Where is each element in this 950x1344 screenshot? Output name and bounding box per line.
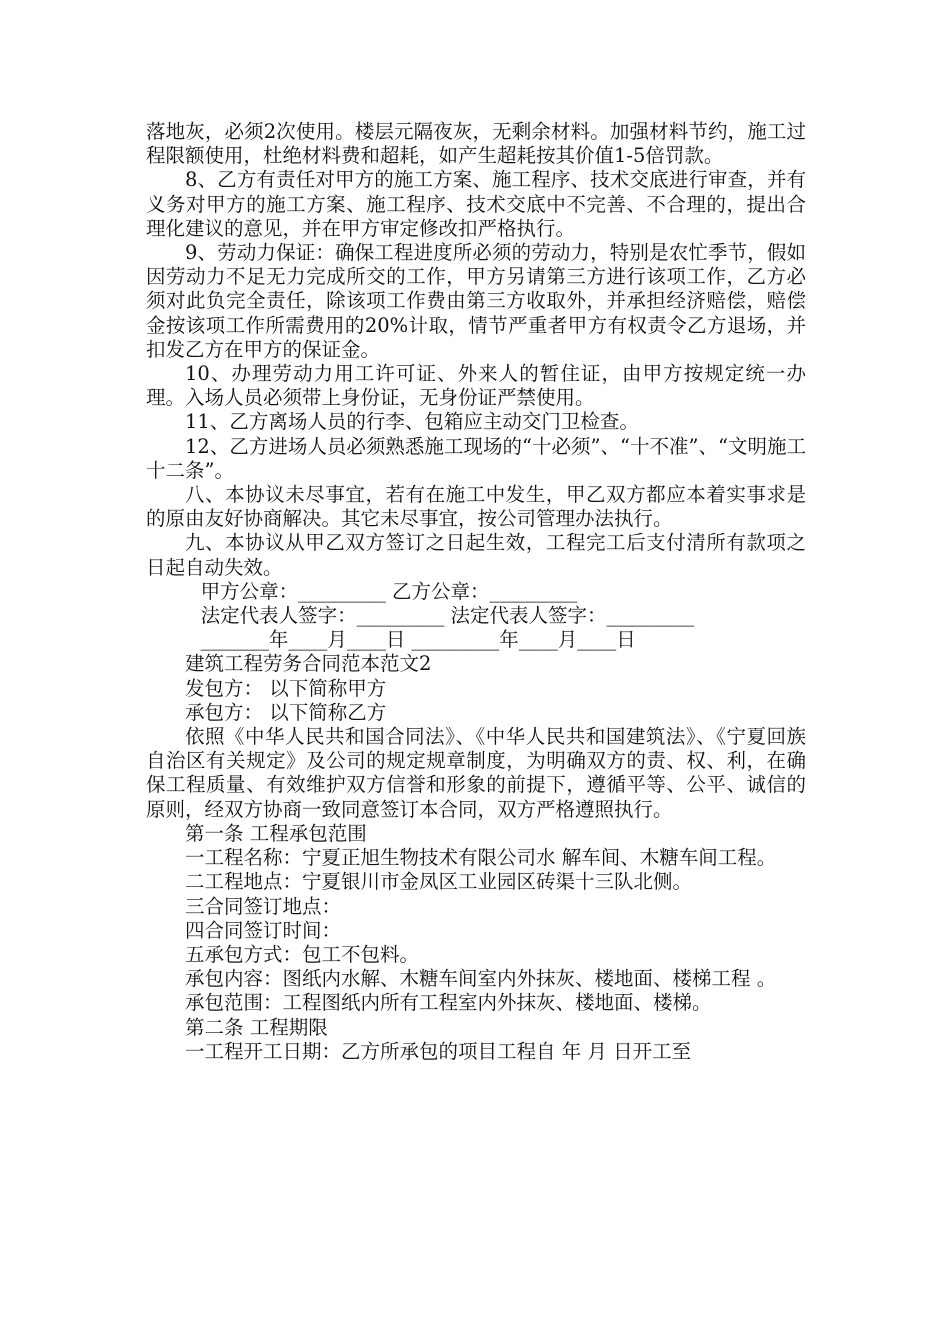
article-2-heading: 第二条 工程期限: [185, 1015, 328, 1039]
signing-location-line: 三合同签订地点：: [185, 894, 342, 918]
paragraph-clause-9: 九、本协议从甲乙双方签订之日起生效，工程完工后支付清所有款项之日起自动失效。: [146, 531, 806, 579]
paragraph-item-10: 10、办理劳动力用工许可证、外来人的暂住证，由甲方按规定统一办理。入场人员必须带上身份证，无身份证严禁使用。: [146, 362, 806, 410]
section-title: 建筑工程劳务合同范本范文2: [185, 652, 432, 676]
signature-seal-line: 甲方公章：_________ 乙方公章：_________: [200, 579, 578, 603]
paragraph-item-8: 8、乙方有责任对甲方的施工方案、施工程序、技术交底进行审查，并有义务对甲方的施工方案、施工程序、技术交底中不完善、不合理的，提出合理化建议的意见，并在甲方审定修改扣严格执行。: [146, 168, 806, 240]
project-location-line: 二工程地点：宁夏银川市金凤区工业园区砖渠十三队北侧。: [185, 870, 693, 894]
preamble-paragraph: 依照《中华人民共和国合同法》、《中华人民共和国建筑法》、《宁夏回族自治区有关规定》及公司的规定规章制度，为明确双方的责、权、利，在确保工程质量、有效维护双方信誉和形象的前提下，遵循平等、公平、诚信的原则，经双方协商一致同意签订本合同，双方严格遵照执行。: [146, 725, 806, 821]
employer-line: 发包方： 以下简称甲方: [185, 676, 387, 700]
contract-content-line: 承包内容：图纸内水解、木糖车间室内外抹灰、楼地面、楼梯工程 。: [185, 967, 777, 991]
contract-mode-line: 五承包方式：包工不包料。: [185, 942, 420, 966]
signature-representative-line: 法定代表人签字：_________ 法定代表人签字：_________: [200, 604, 695, 628]
signing-time-line: 四合同签订时间：: [185, 918, 342, 942]
start-date-line: 一工程开工日期：乙方所承包的项目工程自 年 月 日开工至: [185, 1039, 692, 1063]
document-page: [146, 120, 806, 1064]
contractor-line: 承包方： 以下简称乙方: [185, 700, 387, 724]
contract-scope-line: 承包范围：工程图纸内所有工程室内外抹灰、楼地面、楼梯。: [185, 991, 712, 1015]
project-name-line: 一工程名称：宁夏正旭生物技术有限公司水 解车间、木糖车间工程。: [185, 846, 777, 870]
paragraph-material-saving: 落地灰，必须2次使用。楼层元隔夜灰，无剩余材料。加强材料节约，施工过程限额使用，杜绝材料费和超耗，如产生超耗按其价值1-5倍罚款。: [146, 120, 806, 168]
paragraph-clause-8: 八、本协议未尽事宜，若有在施工中发生，甲乙双方都应本着实事求是的原由友好协商解决。其它未尽事宜，按公司管理办法执行。: [146, 483, 806, 531]
paragraph-item-9: 9、劳动力保证：确保工程进度所必须的劳动力，特别是农忙季节，假如因劳动力不足无力完成所交的工作，甲方另请第三方进行该项工作，乙方必须对此负完全责任，除该项工作费由第三方收取外，并承担经济赔偿，赔偿金按该项工作所需费用的20%计取，情节严重者甲方有权责令乙方退场，并扣发乙方在甲方的保证金。: [146, 241, 806, 361]
article-1-heading: 第一条 工程承包范围: [185, 821, 367, 845]
signature-date-line: _______年____月____日 _________年____月____日: [200, 628, 636, 652]
paragraph-item-12: 12、乙方进场人员必须熟悉施工现场的“十必须”、“十不准”、“文明施工十二条”。: [146, 434, 806, 482]
paragraph-item-11: 11、乙方离场人员的行李、包箱应主动交门卫检查。: [185, 410, 639, 434]
